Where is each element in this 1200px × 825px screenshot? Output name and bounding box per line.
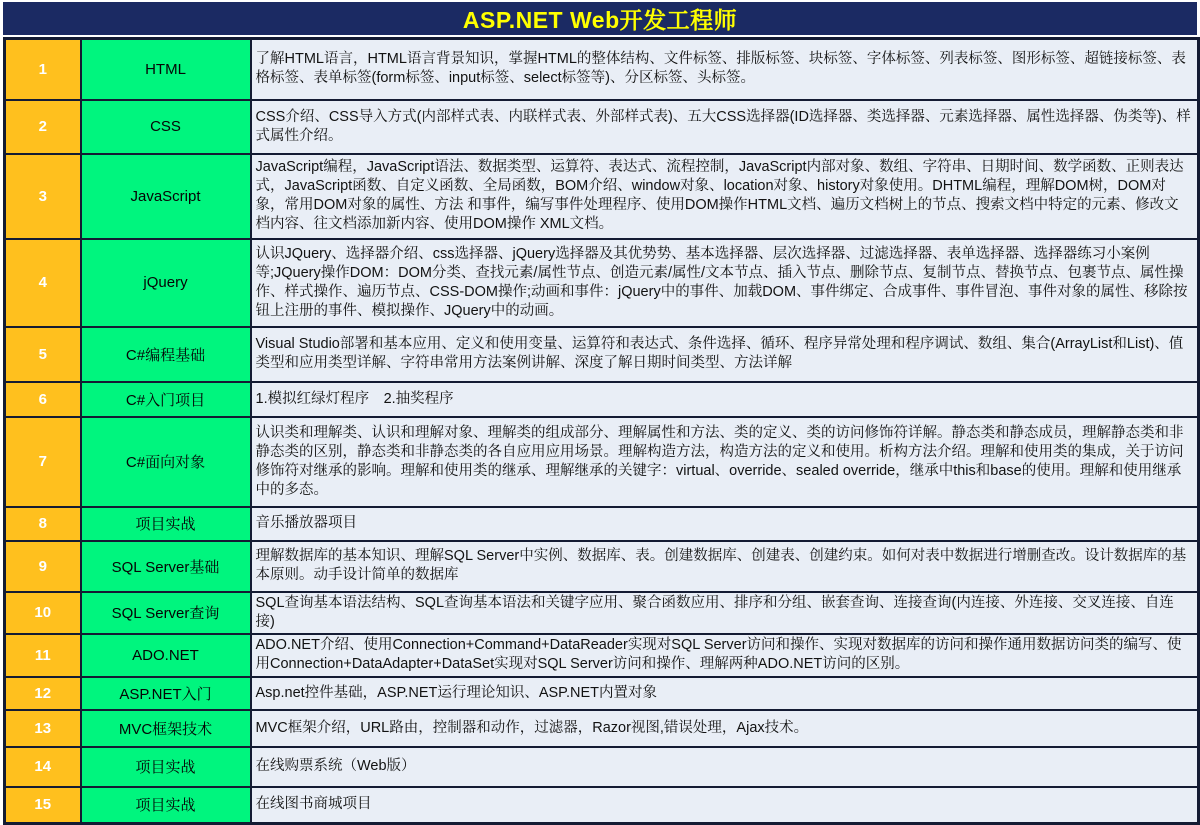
description-cell: JavaScript编程，JavaScript语法、数据类型、运算符、表达式、流程控制，JavaScript内部对象、数组、字符串、日期时间、数学函数、正则表达式，JavaScript函数、自定义函数、全局函数，BOM介绍、window对象、location对象、history对象使用。DHTML编程，理解DOM树，DOM对象，常用DOM对象的属性、方法 和事件，编写事件处理程序、使用DOM操作HTML文档、遍历文档树上的节点、搜索文档中特定的元素、修改文档内容、往文档添加新内容、使用DOM操作 XML文档。 [251,154,1199,239]
topic-cell: MVC框架技术 [81,710,251,747]
description-cell: 在线图书商城项目 [251,787,1199,824]
row-number-cell: 14 [5,747,81,787]
row-number-cell: 2 [5,100,81,154]
topic-cell: HTML [81,39,251,100]
description-cell: MVC框架介绍，URL路由，控制器和动作，过滤器，Razor视图,错误处理，Ajax技术。 [251,710,1199,747]
table-row [5,507,1199,541]
description-cell: 音乐播放器项目 [251,507,1199,541]
table-row [5,417,1199,507]
row-number-cell: 11 [5,634,81,677]
row-number-cell: 13 [5,710,81,747]
topic-cell: jQuery [81,239,251,327]
row-number-cell: 4 [5,239,81,327]
row-number-cell: 10 [5,592,81,634]
table-row [5,327,1199,382]
description-cell: 认识JQuery、选择器介绍、css选择器、jQuery选择器及其优势势、基本选择器、层次选择器、过滤选择器、表单选择器、选择器练习小案例等;JQuery操作DOM：DOM分类、查找元素/属性节点、创造元素/属性/文本节点、插入节点、删除节点、复制节点、替换节点、包裹节点、属性操作、样式操作、遍历节点、CSS-DOM操作;动画和事件：jQuery中的事件、加载DOM、事件绑定、合成事件、事件冒泡、事件对象的属性、移除按钮上注册的事件、模拟操作、JQuery中的动画。 [251,239,1199,327]
table-row [5,677,1199,710]
topic-cell: 项目实战 [81,507,251,541]
page-title: ASP.NET Web开发工程师 [3,2,1197,35]
table-row [5,592,1199,634]
table-row [5,100,1199,154]
topic-cell: CSS [81,100,251,154]
table-row [5,634,1199,677]
topic-cell: C#编程基础 [81,327,251,382]
topic-cell: 项目实战 [81,747,251,787]
table-row [5,154,1199,239]
table-row [5,382,1199,417]
topic-cell: ASP.NET入门 [81,677,251,710]
row-number-cell: 3 [5,154,81,239]
description-cell: Asp.net控件基础，ASP.NET运行理论知识、ASP.NET内置对象 [251,677,1199,710]
description-cell: SQL查询基本语法结构、SQL查询基本语法和关键字应用、聚合函数应用、排序和分组、嵌套查询、连接查询(内连接、外连接、交叉连接、自连接) [251,592,1199,634]
table-row [5,39,1199,100]
description-cell: 在线购票系统（Web版） [251,747,1199,787]
description-cell: 理解数据库的基本知识、理解SQL Server中实例、数据库、表。创建数据库、创建表、创建约束。如何对表中数据进行增删查改。设计数据库的基本原则。动手设计简单的数据库 [251,541,1199,592]
table-row [5,787,1199,824]
description-cell: 认识类和理解类、认识和理解对象、理解类的组成部分、理解属性和方法、类的定义、类的访问修饰符详解。静态类和静态成员，理解静态类和非静态类的区别，静态类和非静态类的各自应用应用场景。理解构造方法，构造方法的定义和使用。析构方法介绍。理解和使用类的集成，关于访问修饰符对继承的影响。理解和使用类的继承、理解继承的关键字：virtual、override、sealed override，继承中this和base的使用。理解和使用继承中的多态。 [251,417,1199,507]
topic-cell: SQL Server查询 [81,592,251,634]
table-row [5,541,1199,592]
topic-cell: SQL Server基础 [81,541,251,592]
description-cell: 了解HTML语言，HTML语言背景知识，掌握HTML的整体结构、文件标签、排版标签、块标签、字体标签、列表标签、图形标签、超链接标签、表格标签、表单标签(form标签、input标签、select标签等)、分区标签、头标签。 [251,39,1199,100]
description-cell: 1.模拟红绿灯程序 2.抽奖程序 [251,382,1199,417]
description-cell: CSS介绍、CSS导入方式(内部样式表、内联样式表、外部样式表)、五大CSS选择器(ID选择器、类选择器、元素选择器、属性选择器、伪类等)、样式属性介绍。 [251,100,1199,154]
description-cell: Visual Studio部署和基本应用、定义和使用变量、运算符和表达式、条件选择、循环、程序异常处理和程序调试、数组、集合(ArrayList和List)、值类型和应用类型详解、字符串常用方法案例讲解、深度了解日期时间类型、方法详解 [251,327,1199,382]
row-number-cell: 1 [5,39,81,100]
topic-cell: ADO.NET [81,634,251,677]
row-number-cell: 7 [5,417,81,507]
table-row [5,239,1199,327]
description-cell: ADO.NET介绍、使用Connection+Command+DataReader实现对SQL Server访问和操作、实现对数据库的访问和操作通用数据访问类的编写、使用Connection+DataAdapter+DataSet实现对SQL Server访问和操作、理解两种ADO.NET访问的区别。 [251,634,1199,677]
topic-cell: 项目实战 [81,787,251,824]
table-row [5,710,1199,747]
topic-cell: C#入门项目 [81,382,251,417]
row-number-cell: 15 [5,787,81,824]
table-row [5,747,1199,787]
row-number-cell: 8 [5,507,81,541]
topic-cell: C#面向对象 [81,417,251,507]
row-number-cell: 12 [5,677,81,710]
curriculum-table [3,37,1200,825]
topic-cell: JavaScript [81,154,251,239]
row-number-cell: 6 [5,382,81,417]
row-number-cell: 5 [5,327,81,382]
row-number-cell: 9 [5,541,81,592]
